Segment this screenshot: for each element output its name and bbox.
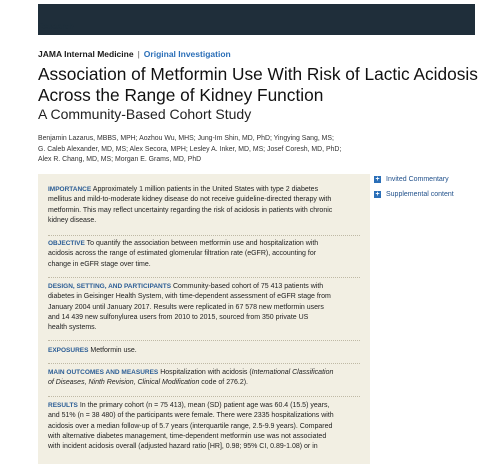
section-divider	[48, 363, 360, 364]
article-title	[38, 64, 478, 106]
abstract-heading: EXPOSURES	[48, 347, 89, 354]
abstract-text: kidney disease.	[48, 216, 97, 224]
abstract-heading: MAIN OUTCOMES AND MEASURES	[48, 369, 159, 376]
abstract-text: Community-based cohort of 75 413 patients with	[172, 283, 324, 290]
abstract-text: In the primary cohort (n = 75 413), mean (SD) patient age was 60.4 (15.5) years,	[79, 402, 330, 409]
supplemental-content-link[interactable]	[374, 191, 484, 198]
abstract-text: International Classification	[251, 369, 334, 376]
abstract-text: mellitus and mild-to-moderate kidney disease do not receive guideline-directed therapy with	[48, 196, 332, 204]
plus-icon: +	[375, 176, 380, 183]
title-line: Association of Metformin Use With Risk of Lactic Acidosis	[38, 64, 478, 84]
abstract-text: and 14 439 new sulfonylurea users from 2010 to 2015, sourced from 350 private US	[48, 313, 309, 321]
abstract-text: diabetes in Geisinger Health System, with time-dependent assessment of eGFR stage from	[48, 293, 331, 301]
related-content-sidebar	[374, 176, 484, 206]
author-line: Alex R. Chang, MD, MS; Morgan E. Grams, MD, PhD	[38, 156, 202, 163]
abstract-text: with alternative diabetes management, time-dependent metformin use was not associated	[48, 432, 327, 440]
abstract-outcomes	[48, 368, 366, 389]
abstract-text: Approximately 1 million patients in the United States with type 2 diabetes	[92, 186, 319, 193]
abstract-text: January 2004 until January 2017. Results were replicated in 67 578 new metformin users	[48, 303, 324, 311]
journal-name[interactable]: JAMA Internal Medicine	[38, 49, 134, 59]
abstract-text: code of 276.2).	[199, 379, 248, 387]
abstract-heading: IMPORTANCE	[48, 186, 92, 193]
author-line: Benjamin Lazarus, MBBS, MPH; Aozhou Wu, MHS; Jung-Im Shin, MD, PhD; Yingying Sang, MS;	[38, 135, 334, 142]
abstract-text: acidosis across the range of estimated glomerular filtration rate (eGFR), accounting for	[48, 250, 317, 258]
abstract-results	[48, 401, 366, 452]
invited-commentary-link[interactable]	[374, 176, 484, 183]
section-divider	[48, 277, 360, 278]
abstract-heading: OBJECTIVE	[48, 240, 85, 247]
abstract-text: Metformin use.	[90, 347, 137, 354]
abstract-text: change in eGFR stage over time.	[48, 260, 151, 268]
abstract-design	[48, 282, 366, 333]
article-subtitle: A Community-Based Cohort Study	[38, 106, 252, 122]
link-label: Supplemental content	[386, 191, 454, 198]
plus-icon: +	[375, 191, 380, 198]
section-label: Research	[38, 22, 75, 31]
abstract-text: health systems.	[48, 324, 97, 332]
abstract-text: with incident acidosis overall (adjusted hazard ratio [HR], 0.98; 95% CI, 0.89-1.08) or in	[48, 443, 318, 451]
abstract-text: metformin. This may reflect uncertainty regarding the risk of acidosis in patients with chronic	[48, 206, 333, 214]
abstract-text: Hospitalization with acidosis (	[160, 369, 252, 376]
abstract-objective	[48, 239, 366, 270]
section-divider	[48, 396, 360, 397]
abstract-text: acidosis over a median follow-up of 5.7 years (interquartile range, 2.5-9.9 years). Compared	[48, 422, 333, 430]
author-list	[38, 134, 368, 166]
abstract-importance	[48, 185, 366, 226]
abstract-exposures	[48, 346, 366, 356]
article-type[interactable]: Original Investigation	[143, 49, 231, 59]
journal-line	[38, 49, 231, 59]
section-divider	[48, 340, 360, 341]
link-label: Invited Commentary	[386, 176, 449, 183]
abstract-heading: DESIGN, SETTING, AND PARTICIPANTS	[48, 283, 172, 290]
section-divider	[48, 235, 360, 236]
abstract-heading: RESULTS	[48, 402, 78, 409]
abstract-box	[38, 174, 370, 464]
abstract-text: and 51% (n = 38 480) of the participants were female. There were 2335 hospitalizations with	[48, 412, 334, 420]
abstract-text: of Diseases, Ninth Revision, Clinical Modification	[48, 379, 200, 387]
title-line: Across the Range of Kidney Function	[38, 85, 324, 105]
journal-separator: |	[137, 49, 140, 59]
header-bar	[38, 4, 475, 35]
abstract-text: To quantify the association between metformin use and hospitalization with	[86, 240, 319, 247]
author-line: G. Caleb Alexander, MD, MS; Alex Secora, MPH; Lesley A. Inker, MD, MS; Josef Coresh, MD, PhD;	[38, 145, 342, 153]
